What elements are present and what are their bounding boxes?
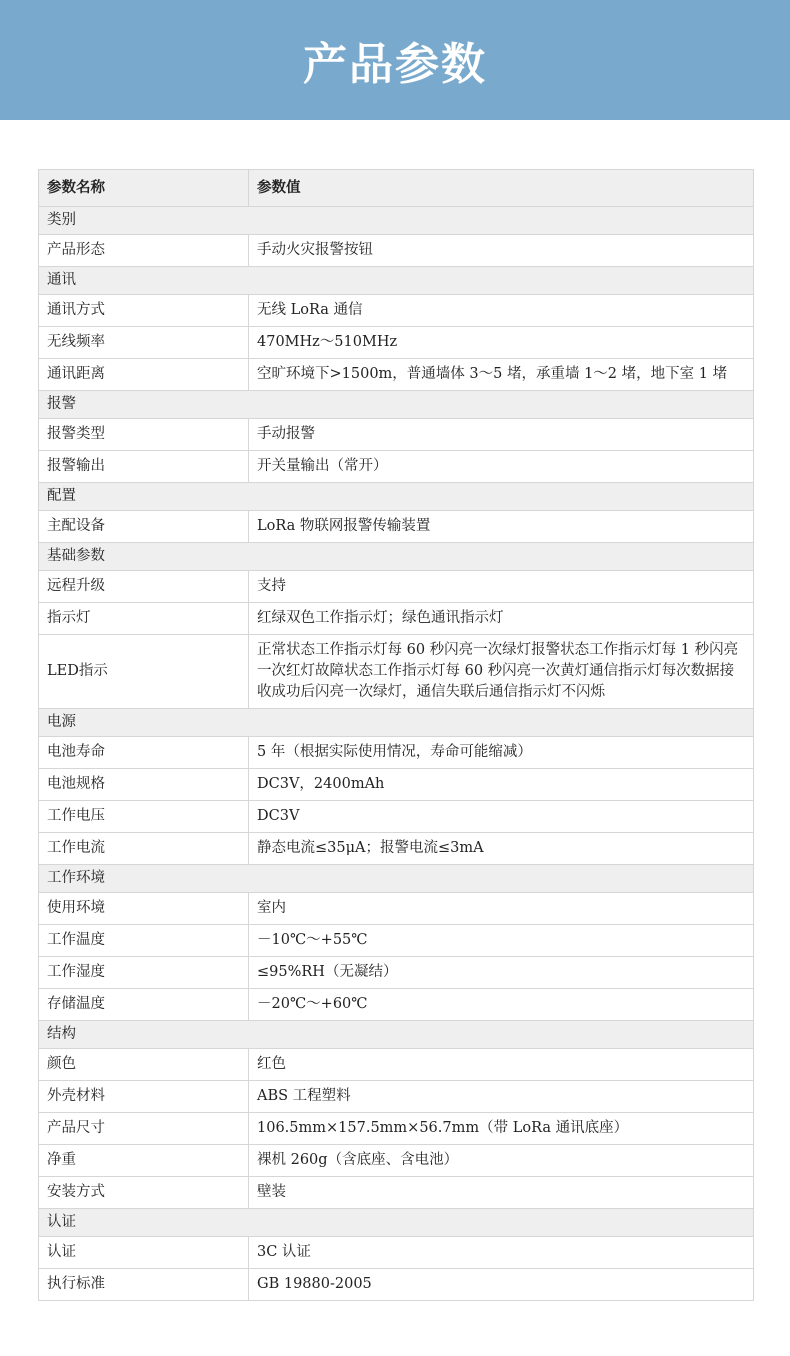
category-row bbox=[39, 207, 754, 235]
table-row bbox=[39, 451, 754, 483]
category-row bbox=[39, 709, 754, 737]
table-row bbox=[39, 1237, 754, 1269]
category-label: 结构 bbox=[39, 1021, 754, 1049]
param-value: ≤95%RH（无凝结） bbox=[249, 957, 754, 989]
param-name: 通讯距离 bbox=[39, 359, 249, 391]
table-row bbox=[39, 833, 754, 865]
param-value: GB 19880-2005 bbox=[249, 1269, 754, 1301]
param-value: －10℃～+55℃ bbox=[249, 925, 754, 957]
category-row bbox=[39, 543, 754, 571]
table-row bbox=[39, 1081, 754, 1113]
param-name: 远程升级 bbox=[39, 571, 249, 603]
param-name: 存储温度 bbox=[39, 989, 249, 1021]
category-label: 工作环境 bbox=[39, 865, 754, 893]
param-value: 470MHz～510MHz bbox=[249, 327, 754, 359]
table-row bbox=[39, 893, 754, 925]
category-label: 类别 bbox=[39, 207, 754, 235]
page-title: 产品参数 bbox=[303, 39, 487, 90]
table-row bbox=[39, 1269, 754, 1301]
table-row bbox=[39, 635, 754, 709]
param-name: 工作温度 bbox=[39, 925, 249, 957]
table-row bbox=[39, 235, 754, 267]
param-name: 报警类型 bbox=[39, 419, 249, 451]
table-row bbox=[39, 295, 754, 327]
param-value: 红绿双色工作指示灯；绿色通讯指示灯 bbox=[249, 603, 754, 635]
table-row bbox=[39, 737, 754, 769]
param-name: 电池寿命 bbox=[39, 737, 249, 769]
table-row bbox=[39, 571, 754, 603]
table-row bbox=[39, 511, 754, 543]
param-name: 工作电流 bbox=[39, 833, 249, 865]
table-row bbox=[39, 1113, 754, 1145]
param-name: 通讯方式 bbox=[39, 295, 249, 327]
param-value: 空旷环境下>1500m，普通墙体 3～5 堵，承重墙 1～2 堵，地下室 1 堵 bbox=[249, 359, 754, 391]
category-row bbox=[39, 267, 754, 295]
param-value: ABS 工程塑料 bbox=[249, 1081, 754, 1113]
header-banner bbox=[0, 0, 790, 120]
param-value: DC3V bbox=[249, 801, 754, 833]
param-value: 室内 bbox=[249, 893, 754, 925]
category-label: 认证 bbox=[39, 1209, 754, 1237]
table-row bbox=[39, 989, 754, 1021]
table-row bbox=[39, 769, 754, 801]
param-name: 工作湿度 bbox=[39, 957, 249, 989]
param-value: 手动报警 bbox=[249, 419, 754, 451]
table-row bbox=[39, 419, 754, 451]
table-row bbox=[39, 957, 754, 989]
table-row bbox=[39, 359, 754, 391]
param-value: LoRa 物联网报警传输装置 bbox=[249, 511, 754, 543]
table-row bbox=[39, 801, 754, 833]
category-label: 通讯 bbox=[39, 267, 754, 295]
param-name: 主配设备 bbox=[39, 511, 249, 543]
param-name: 执行标准 bbox=[39, 1269, 249, 1301]
param-value: －20℃～+60℃ bbox=[249, 989, 754, 1021]
table-row bbox=[39, 1177, 754, 1209]
param-value: 5 年（根据实际使用情况，寿命可能缩减） bbox=[249, 737, 754, 769]
spec-table-container bbox=[38, 169, 753, 1301]
param-name: 认证 bbox=[39, 1237, 249, 1269]
category-row bbox=[39, 1209, 754, 1237]
param-name: 安装方式 bbox=[39, 1177, 249, 1209]
param-value: 手动火灾报警按钮 bbox=[249, 235, 754, 267]
param-value: 静态电流≤35μA；报警电流≤3mA bbox=[249, 833, 754, 865]
column-header-value: 参数值 bbox=[249, 170, 754, 207]
param-value: 裸机 260g（含底座、含电池） bbox=[249, 1145, 754, 1177]
param-name: 指示灯 bbox=[39, 603, 249, 635]
param-value: DC3V，2400mAh bbox=[249, 769, 754, 801]
column-header-name: 参数名称 bbox=[39, 170, 249, 207]
param-name: LED指示 bbox=[39, 635, 249, 709]
param-value: 红色 bbox=[249, 1049, 754, 1081]
param-name: 产品形态 bbox=[39, 235, 249, 267]
param-value: 壁装 bbox=[249, 1177, 754, 1209]
param-value: 支持 bbox=[249, 571, 754, 603]
param-name: 产品尺寸 bbox=[39, 1113, 249, 1145]
param-name: 净重 bbox=[39, 1145, 249, 1177]
param-name: 使用环境 bbox=[39, 893, 249, 925]
table-body bbox=[39, 207, 754, 1301]
table-row bbox=[39, 925, 754, 957]
param-name: 无线频率 bbox=[39, 327, 249, 359]
param-value: 106.5mm×157.5mm×56.7mm（带 LoRa 通讯底座） bbox=[249, 1113, 754, 1145]
spec-table bbox=[38, 169, 754, 1301]
param-name: 外壳材料 bbox=[39, 1081, 249, 1113]
category-row bbox=[39, 483, 754, 511]
table-row bbox=[39, 327, 754, 359]
table-header-row bbox=[39, 170, 754, 207]
param-value: 开关量输出（常开） bbox=[249, 451, 754, 483]
category-row bbox=[39, 391, 754, 419]
table-row bbox=[39, 603, 754, 635]
table-row bbox=[39, 1049, 754, 1081]
param-name: 颜色 bbox=[39, 1049, 249, 1081]
param-value: 无线 LoRa 通信 bbox=[249, 295, 754, 327]
param-name: 报警输出 bbox=[39, 451, 249, 483]
table-row bbox=[39, 1145, 754, 1177]
category-row bbox=[39, 865, 754, 893]
category-label: 报警 bbox=[39, 391, 754, 419]
category-label: 基础参数 bbox=[39, 543, 754, 571]
category-label: 配置 bbox=[39, 483, 754, 511]
param-value: 3C 认证 bbox=[249, 1237, 754, 1269]
category-row bbox=[39, 1021, 754, 1049]
param-name: 工作电压 bbox=[39, 801, 249, 833]
param-value: 正常状态工作指示灯每 60 秒闪亮一次绿灯报警状态工作指示灯每 1 秒闪亮一次红灯故障状态工作指示灯每 60 秒闪亮一次黄灯通信指示灯每次数据接收成功后闪亮一次绿灯，通信失联后通信指示灯不闪烁 bbox=[249, 635, 754, 709]
category-label: 电源 bbox=[39, 709, 754, 737]
param-name: 电池规格 bbox=[39, 769, 249, 801]
